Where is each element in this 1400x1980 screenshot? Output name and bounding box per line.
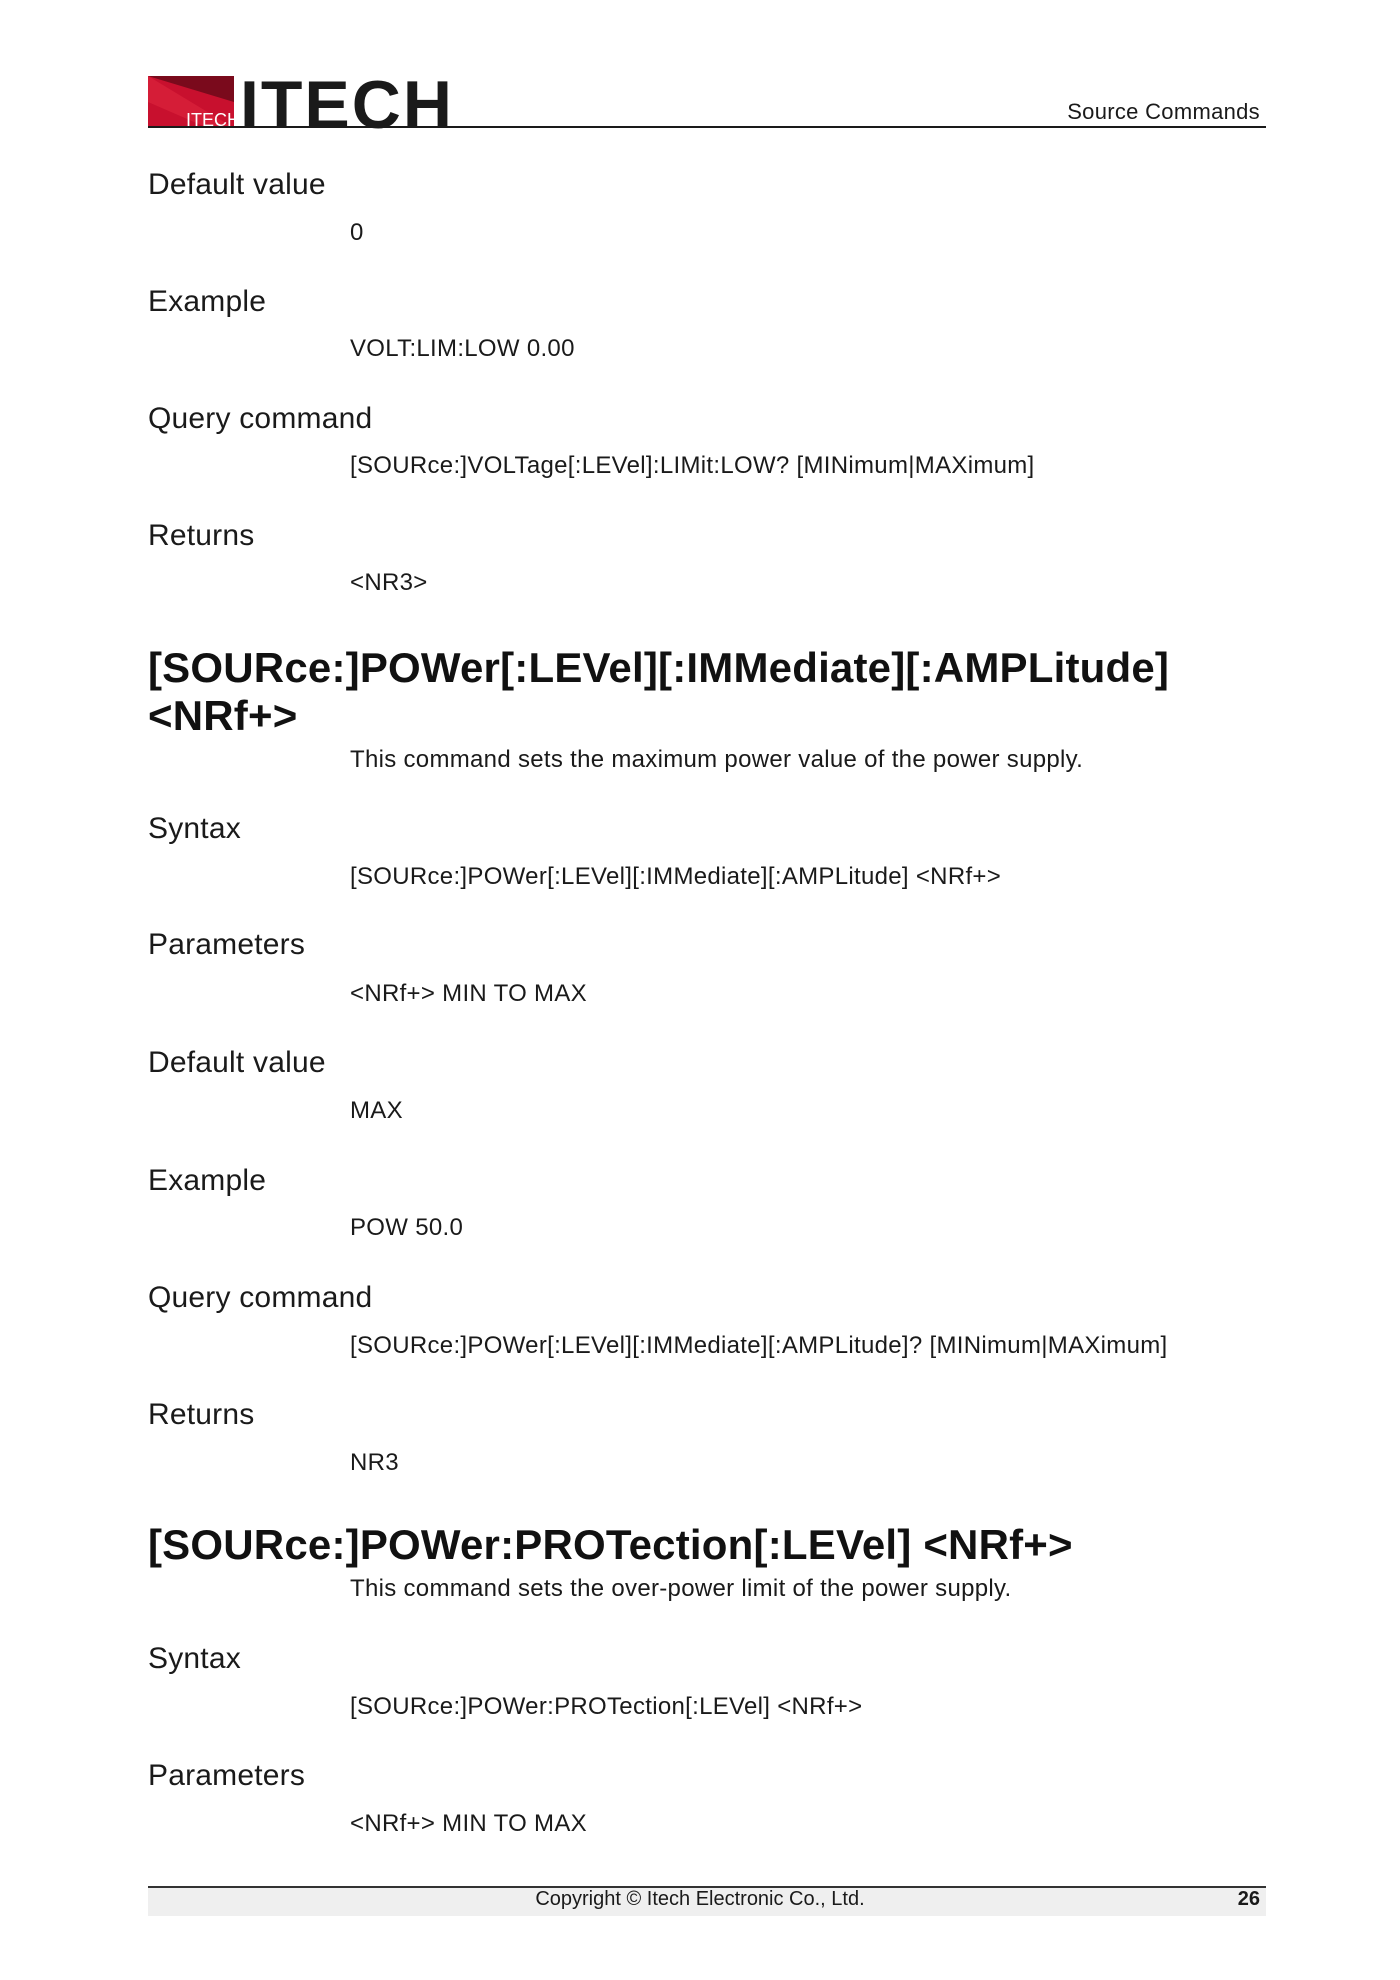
- command-heading-power: [SOURce:]POWer[:LEVel][:IMMediate][:AMPLitude] <NRf+>: [148, 644, 1170, 739]
- header-divider: [148, 126, 1266, 128]
- section-title: Source Commands: [1067, 99, 1260, 124]
- footer-copyright: Copyright © Itech Electronic Co., Ltd.: [535, 1888, 865, 1910]
- logo-wordmark: ITECH: [240, 72, 454, 132]
- query-command-value: [SOURce:]POWer[:LEVel][:IMMediate][:AMPLitude]? [MINimum|MAXimum]: [350, 1332, 1168, 1359]
- logo-badge-text: ITECH: [186, 110, 240, 130]
- syntax-value: [SOURce:]POWer[:LEVel][:IMMediate][:AMPLitude] <NRf+>: [350, 863, 1002, 890]
- syntax-label: Syntax: [148, 812, 241, 845]
- default-value: 0: [350, 219, 364, 246]
- syntax-label: Syntax: [148, 1642, 241, 1675]
- example-value: POW 50.0: [350, 1214, 464, 1241]
- parameters-value: <NRf+> MIN TO MAX: [350, 980, 587, 1007]
- returns-value: <NR3>: [350, 569, 428, 596]
- default-value-label: Default value: [148, 1046, 326, 1079]
- command-description: This command sets the over-power limit of the power supply.: [350, 1575, 1012, 1602]
- query-command-value: [SOURce:]VOLTage[:LEVel]:LIMit:LOW? [MINimum|MAXimum]: [350, 452, 1035, 479]
- query-command-label: Query command: [148, 402, 373, 435]
- default-value-label: Default value: [148, 168, 326, 201]
- parameters-value: <NRf+> MIN TO MAX: [350, 1810, 587, 1837]
- parameters-label: Parameters: [148, 928, 306, 961]
- command-description: This command sets the maximum power value of the power supply.: [350, 746, 1084, 773]
- returns-label: Returns: [148, 519, 255, 552]
- returns-value: NR3: [350, 1449, 399, 1476]
- example-label: Example: [148, 285, 267, 318]
- command-heading-protection: [SOURce:]POWer:PROTection[:LEVel] <NRf+>: [148, 1521, 1073, 1568]
- syntax-value: [SOURce:]POWer:PROTection[:LEVel] <NRf+>: [350, 1693, 863, 1720]
- example-label: Example: [148, 1164, 267, 1197]
- returns-label: Returns: [148, 1398, 255, 1431]
- default-value: MAX: [350, 1097, 403, 1124]
- itech-logo: [148, 72, 463, 132]
- parameters-label: Parameters: [148, 1759, 306, 1792]
- query-command-label: Query command: [148, 1281, 373, 1314]
- example-value: VOLT:LIM:LOW 0.00: [350, 335, 575, 362]
- page-number: 26: [1237, 1888, 1260, 1910]
